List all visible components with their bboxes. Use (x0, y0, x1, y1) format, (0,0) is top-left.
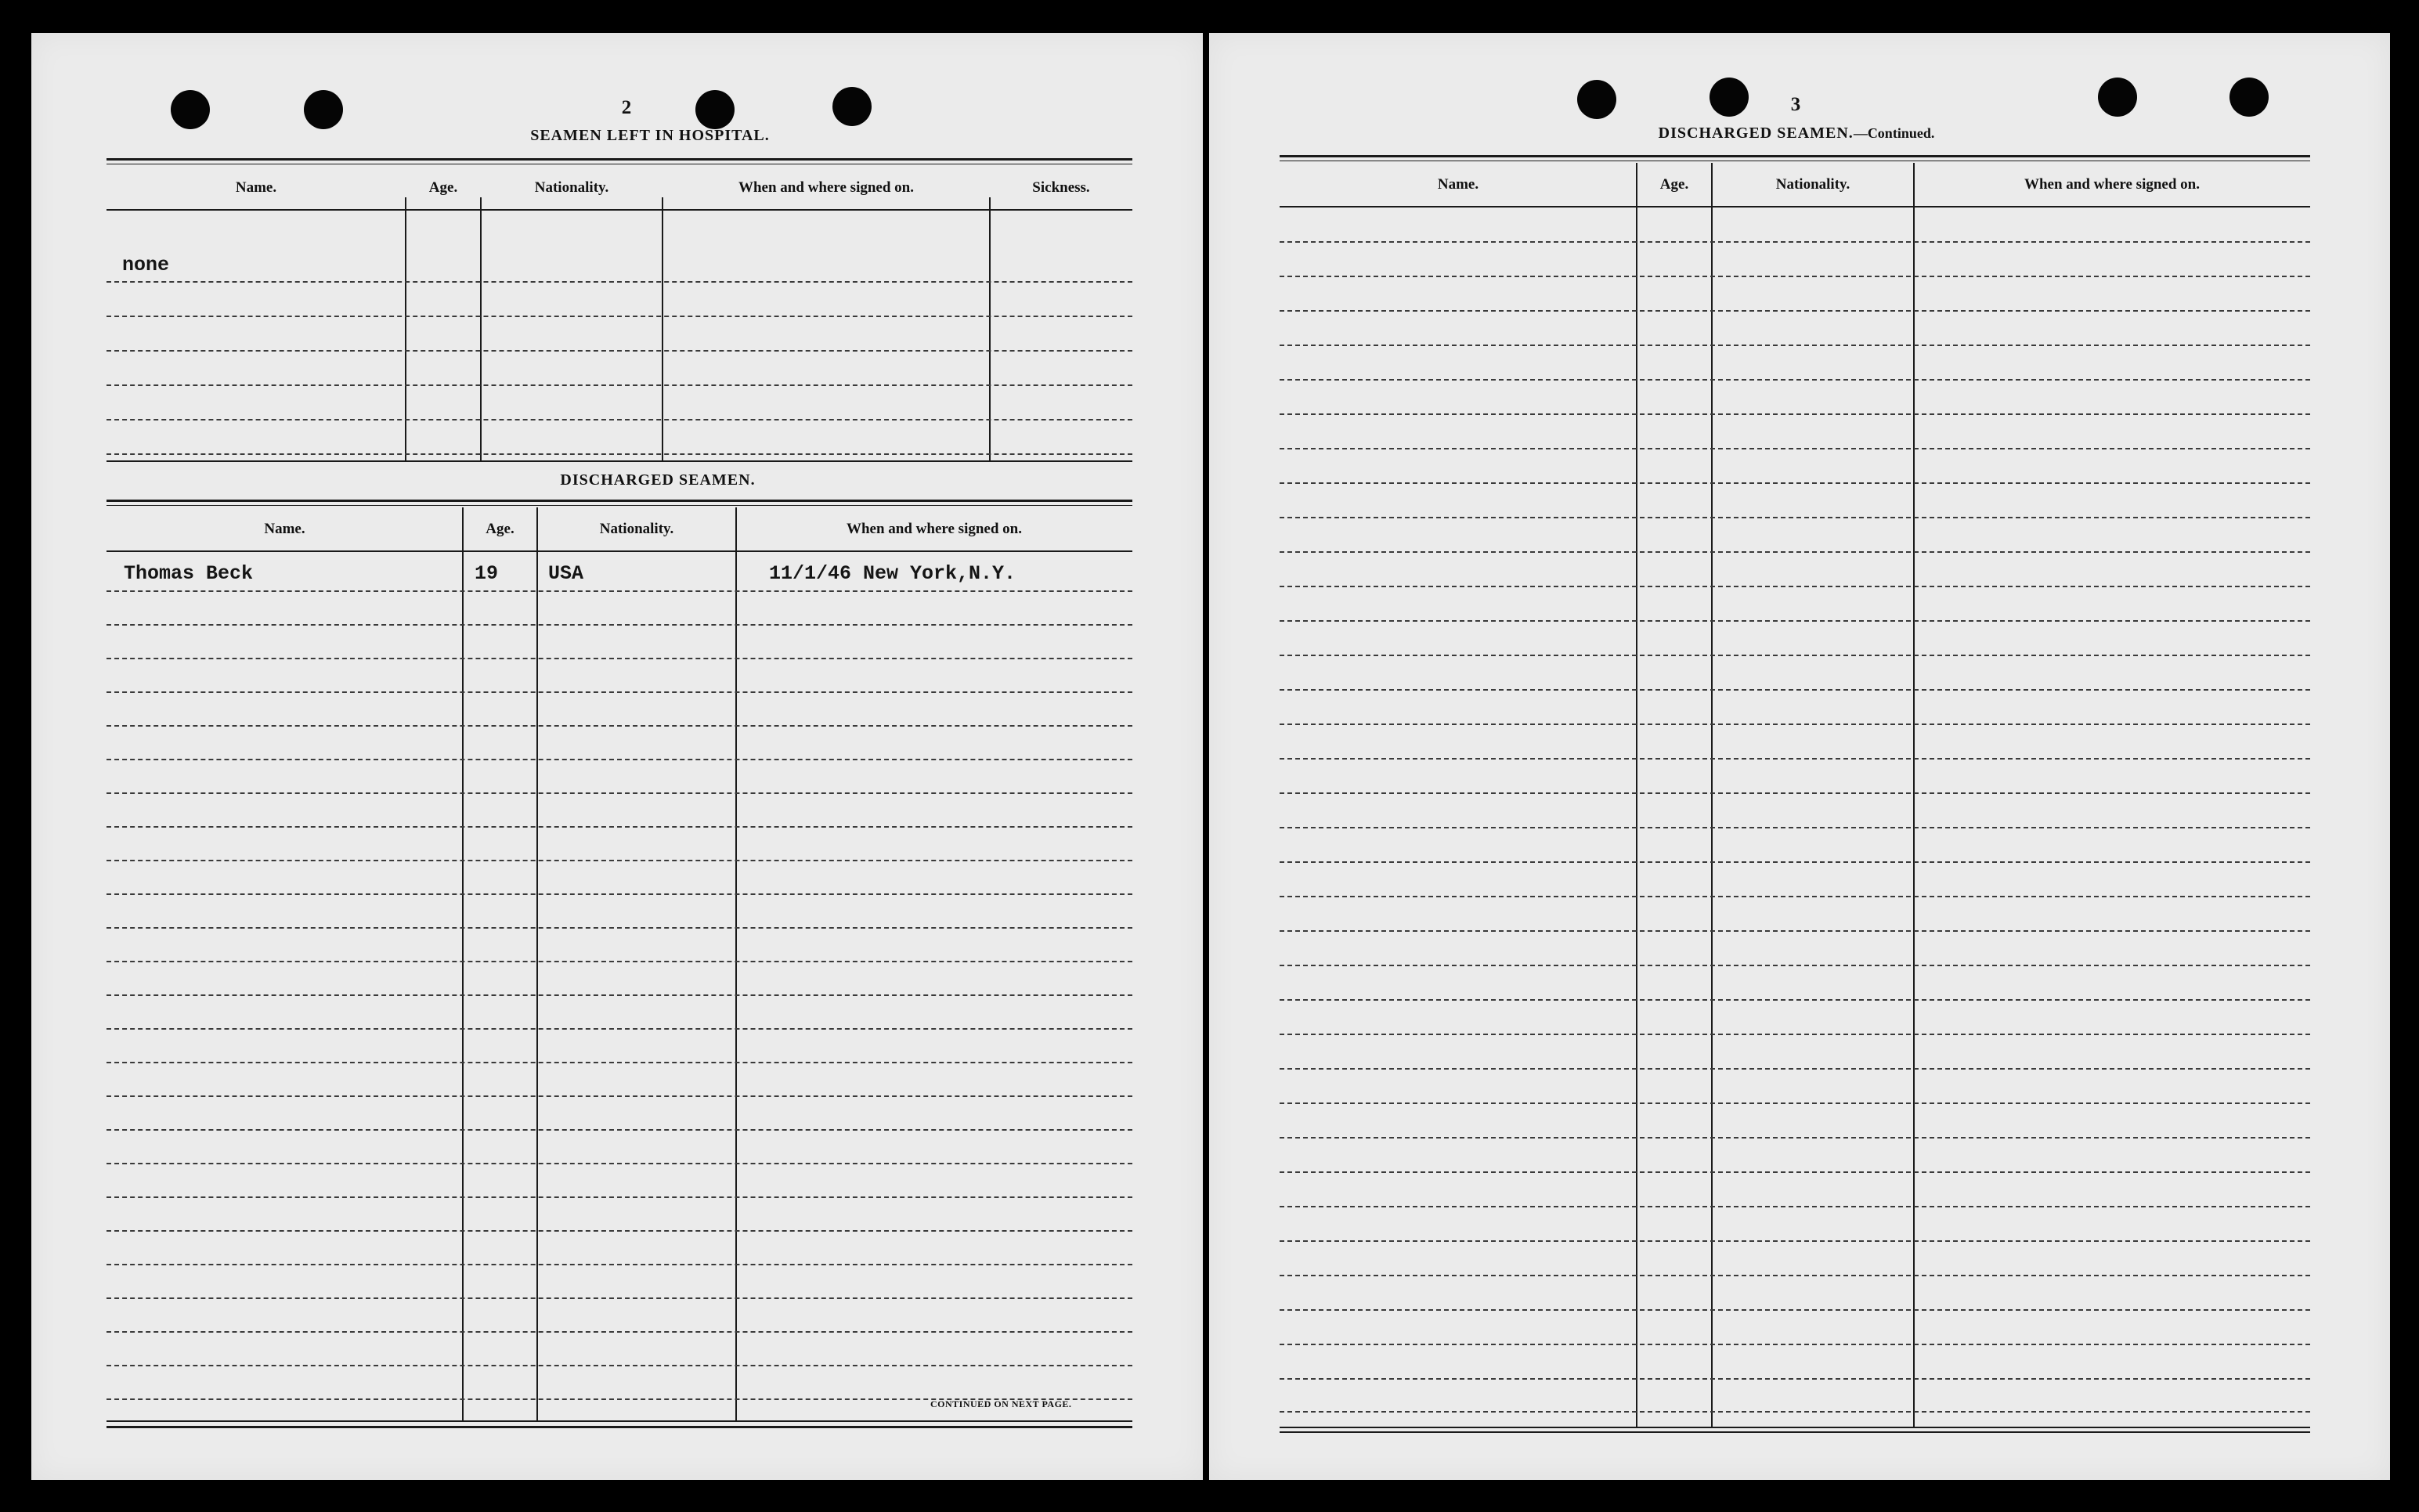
entry-line (107, 725, 1132, 727)
table-top-rule (1280, 155, 2310, 157)
entry-line (107, 792, 1132, 794)
entry-line (1280, 724, 2310, 725)
table-bottom-rule (107, 1420, 1132, 1422)
entry-line (107, 1331, 1132, 1333)
entry-line (1280, 276, 2310, 277)
discharged-entry-age: 19 (475, 562, 499, 585)
entry-line (1280, 1102, 2310, 1104)
entry-line (107, 759, 1132, 760)
continued-note: CONTINUED ON NEXT PAGE. (930, 1398, 1072, 1409)
column-header-sickness: Sickness. (1032, 179, 1090, 196)
discharged-table (107, 500, 1132, 1428)
entry-line (1280, 379, 2310, 381)
hospital-table (107, 158, 1132, 465)
column-header-nationality: Nationality. (534, 179, 609, 196)
entry-line (1280, 1240, 2310, 1242)
discharged-entry-name: Thomas Beck (124, 562, 254, 585)
discharged-continued-title (1577, 124, 2016, 143)
entry-line (107, 961, 1132, 962)
entry-line (1280, 655, 2310, 656)
entry-line (107, 384, 1132, 386)
table-top-rule (107, 158, 1132, 161)
entry-line (107, 1062, 1132, 1063)
column-divider (462, 507, 464, 1420)
table-bottom-rule (1280, 1427, 2310, 1428)
entry-line (1280, 1034, 2310, 1035)
entry-line (107, 893, 1132, 895)
entry-line (1280, 310, 2310, 312)
table-top-rule (107, 500, 1132, 502)
entry-line (1280, 1378, 2310, 1380)
entry-line (107, 1230, 1132, 1232)
column-divider (735, 507, 737, 1420)
entry-line (107, 826, 1132, 828)
entry-line (107, 350, 1132, 352)
column-header-name: Name. (264, 521, 305, 537)
entry-line (1280, 517, 2310, 518)
column-divider (1913, 163, 1915, 1427)
entry-line (107, 281, 1132, 283)
column-divider (480, 197, 482, 460)
entry-line (1280, 1137, 2310, 1139)
page-number: 3 (1790, 94, 1801, 115)
entry-line (1280, 482, 2310, 484)
column-header-age: Age. (428, 179, 458, 196)
entry-line (1280, 620, 2310, 622)
column-header-age: Age. (1659, 176, 1689, 193)
entry-line (107, 1196, 1132, 1198)
column-divider (1711, 163, 1713, 1427)
entry-line (1280, 586, 2310, 587)
hospital-entry-name: none (122, 254, 170, 276)
entry-line (107, 316, 1132, 317)
entry-line (1280, 758, 2310, 760)
binding-hole (2098, 78, 2137, 117)
binding-hole (1577, 80, 1616, 119)
entry-line (1280, 1411, 2310, 1413)
discharged-continued-header-row (1280, 163, 2310, 207)
entry-line (1280, 861, 2310, 863)
entry-line (1280, 930, 2310, 932)
entry-line (1280, 1344, 2310, 1345)
column-divider (1636, 163, 1637, 1427)
entry-line (1280, 965, 2310, 966)
discharged-continued-table (1280, 155, 2310, 1433)
discharged-entry-signed-on: 11/1/46 New York,N.Y. (769, 562, 1016, 585)
discharged-section-title: DISCHARGED SEAMEN. (560, 471, 756, 489)
entry-line (107, 453, 1132, 455)
entry-line (1280, 1068, 2310, 1070)
entry-line (107, 691, 1132, 693)
discharged-header-row (107, 507, 1132, 552)
column-header-nationality: Nationality. (599, 521, 674, 537)
column-header-signed-on: When and where signed on. (738, 179, 914, 196)
entry-line (107, 860, 1132, 861)
entry-line (1280, 1171, 2310, 1173)
column-divider (662, 197, 663, 460)
entry-line (1280, 448, 2310, 449)
entry-line (107, 1129, 1132, 1131)
entry-line (1280, 1275, 2310, 1276)
binding-hole (171, 90, 210, 129)
discharged-entry-nationality: USA (548, 562, 584, 585)
column-divider (405, 197, 406, 460)
entry-line (107, 590, 1132, 592)
entry-line (107, 927, 1132, 929)
entry-line (1280, 792, 2310, 794)
entry-line (107, 1095, 1132, 1097)
column-header-age: Age. (486, 521, 514, 537)
entry-line (107, 1297, 1132, 1299)
hospital-header-row (107, 166, 1132, 211)
column-divider (989, 197, 991, 460)
entry-line (107, 419, 1132, 420)
entry-line (107, 1365, 1132, 1366)
column-divider (536, 507, 538, 1420)
entry-line (107, 1163, 1132, 1164)
entry-line (1280, 999, 2310, 1001)
column-header-signed-on: When and where signed on. (846, 521, 1022, 537)
entry-line (1280, 551, 2310, 553)
binding-hole (304, 90, 343, 129)
entry-line (107, 994, 1132, 996)
table-bottom-rule (1280, 1431, 2310, 1433)
table-bottom-rule (107, 1426, 1132, 1428)
column-header-nationality: Nationality. (1775, 176, 1850, 193)
entry-line (1280, 827, 2310, 828)
entry-line (107, 1028, 1132, 1030)
column-header-name: Name. (235, 179, 277, 196)
binding-hole (695, 90, 735, 129)
right-page (1209, 33, 2390, 1480)
table-top-rule (107, 505, 1132, 506)
hospital-section-title: SEAMEN LEFT IN HOSPITAL. (530, 127, 770, 144)
binding-hole (832, 87, 872, 126)
binding-hole (1710, 78, 1749, 117)
entry-line (1280, 1206, 2310, 1207)
discharged-continued-title-suffix: —Continued. (1853, 125, 1935, 141)
entry-line (107, 624, 1132, 626)
entry-line (1280, 345, 2310, 346)
entry-line (1280, 896, 2310, 897)
entry-line (1280, 1309, 2310, 1311)
left-page (31, 33, 1203, 1480)
table-bottom-rule (107, 460, 1132, 462)
entry-line (107, 658, 1132, 659)
entry-line (1280, 241, 2310, 243)
entry-line (107, 1264, 1132, 1265)
discharged-continued-title-main: DISCHARGED SEAMEN. (1658, 124, 1854, 142)
entry-line (1280, 689, 2310, 691)
column-header-name: Name. (1437, 176, 1479, 193)
binding-hole (2229, 78, 2269, 117)
column-header-signed-on: When and where signed on. (2024, 176, 2200, 193)
page-number: 2 (621, 97, 632, 118)
entry-line (1280, 413, 2310, 415)
